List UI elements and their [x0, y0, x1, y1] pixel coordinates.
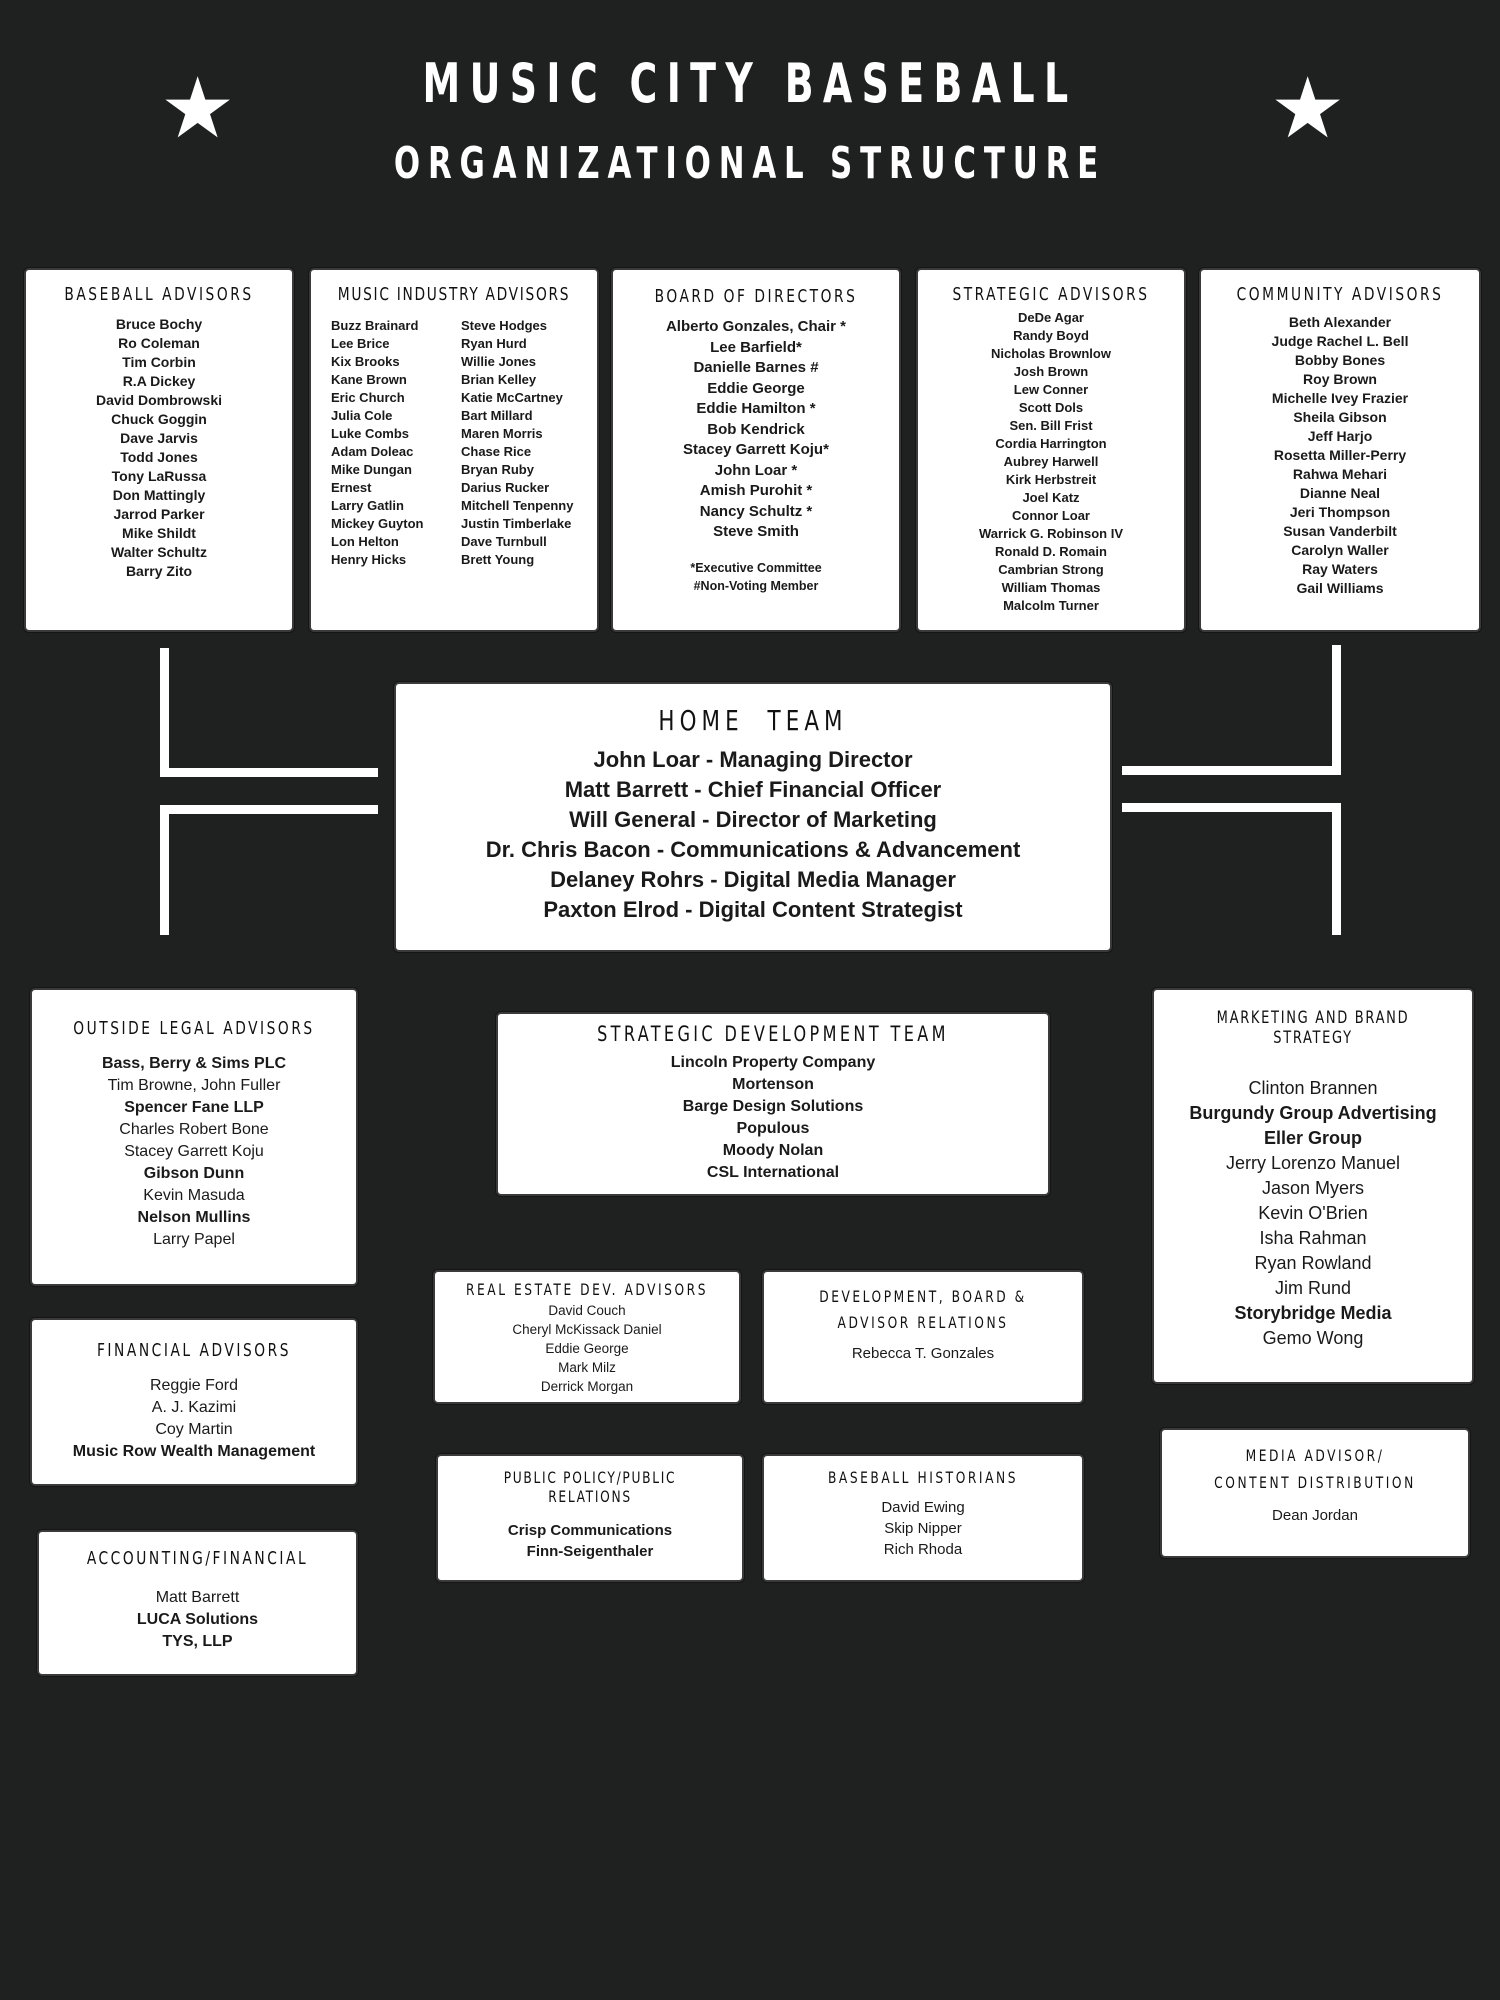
list-item: Luke Combs — [331, 426, 410, 441]
item-list — [764, 1344, 1082, 1364]
page-title: MUSIC CITY BASEBALL — [422, 52, 1078, 115]
list-item: Kevin Masuda — [143, 1187, 245, 1204]
member-list-col1 — [331, 317, 461, 569]
list-item: Eric Church — [331, 390, 405, 405]
list-item: Bryan Ruby — [461, 462, 534, 477]
list-item: Ryan Hurd — [461, 336, 527, 351]
list-item: Jim Rund — [1274, 1278, 1352, 1298]
list-item: Scott Dols — [1018, 400, 1084, 415]
list-item: Josh Brown — [1013, 364, 1089, 379]
media-advisor-box — [1160, 1428, 1470, 1558]
item-list — [1154, 1076, 1472, 1351]
list-item: Matt Barrett - Chief Financial Officer — [564, 777, 942, 802]
list-item: Lew Conner — [1013, 382, 1089, 397]
list-item: Storybridge Media — [1234, 1303, 1392, 1323]
list-item: Rahwa Mehari — [1292, 466, 1388, 482]
list-item: Alberto Gonzales, Chair * — [665, 318, 847, 335]
list-item: Nelson Mullins — [137, 1209, 251, 1226]
box-heading: ADVISOR RELATIONS — [837, 1313, 1009, 1332]
list-item: Isha Rahman — [1259, 1228, 1367, 1248]
list-item: John Loar * — [714, 461, 798, 479]
list-item: Bass, Berry & Sims PLC — [101, 1055, 287, 1072]
list-item: DeDe Agar — [1018, 310, 1084, 325]
list-item: Malcolm Turner — [1003, 598, 1099, 613]
list-item: Lee Barfield* — [710, 338, 802, 356]
list-item: Nicholas Brownlow — [991, 346, 1111, 361]
member-list — [1201, 313, 1479, 598]
list-item: David Ewing — [881, 1499, 965, 1516]
list-item: LUCA Solutions — [136, 1611, 259, 1628]
list-item: Tony LaRussa — [111, 468, 207, 484]
page-subtitle: ORGANIZATIONAL STRUCTURE — [393, 138, 1107, 189]
list-item: Barry Zito — [125, 563, 193, 579]
list-item: Barge Design Solutions — [682, 1098, 864, 1115]
list-item: Crisp Communications — [507, 1522, 673, 1539]
list-item: Randy Boyd — [1013, 328, 1089, 343]
list-item: Aubrey Harwell — [1003, 454, 1099, 469]
item-list — [498, 1052, 1048, 1184]
list-item: Justin Timberlake — [461, 516, 572, 531]
list-item: Stacey Garrett Koju* — [683, 441, 829, 458]
list-item: Chuck Goggin — [111, 411, 207, 427]
member-list — [918, 309, 1184, 615]
item-list — [764, 1497, 1082, 1560]
strategic-advisors-box — [916, 268, 1186, 632]
box-heading: BASEBALL ADVISORS — [64, 284, 254, 305]
list-item: Maren Morris — [461, 426, 543, 441]
box-heading: FINANCIAL ADVISORS — [96, 1340, 292, 1361]
list-item: David Couch — [548, 1303, 626, 1318]
item-list — [1162, 1506, 1468, 1526]
list-item: Rebecca T. Gonzales — [851, 1345, 995, 1362]
item-list — [438, 1520, 742, 1562]
box-heading: ACCOUNTING/FINANCIAL — [86, 1548, 309, 1569]
item-list — [39, 1587, 356, 1653]
list-item: Judge Rachel L. Bell — [1271, 333, 1409, 349]
list-item: Dr. Chris Bacon - Communications & Advancement — [485, 837, 1021, 862]
list-item: Mike Shildt — [122, 525, 196, 541]
box-heading: BOARD OF DIRECTORS — [654, 286, 858, 307]
list-item: Dianne Neal — [1299, 485, 1381, 501]
box-heading: CONTENT DISTRIBUTION — [1214, 1473, 1416, 1492]
box-heading: BASEBALL HISTORIANS — [827, 1468, 1019, 1487]
list-item: Gemo Wong — [1262, 1328, 1364, 1348]
list-item: Buzz Brainard — [331, 318, 419, 333]
baseball-advisors-box — [24, 268, 294, 632]
list-item: Populous — [736, 1120, 810, 1137]
marketing-brand-strategy-box — [1152, 988, 1474, 1384]
list-item: Derrick Morgan — [540, 1379, 634, 1394]
list-item: Ray Waters — [1302, 561, 1378, 577]
public-policy-relations-box — [436, 1454, 744, 1582]
list-item: Jeff Harjo — [1307, 428, 1373, 444]
list-item: Cheryl McKissack Daniel — [512, 1322, 662, 1337]
list-item: Beth Alexander — [1288, 314, 1392, 330]
list-item: Henry Hicks — [331, 552, 407, 567]
list-item: Coy Martin — [155, 1421, 233, 1438]
list-item: A. J. Kazimi — [151, 1399, 237, 1416]
list-item: Steve Hodges — [461, 318, 547, 333]
list-item: Finn-Seigenthaler — [526, 1543, 654, 1560]
list-item: Kix Brooks — [331, 354, 400, 369]
list-item: Cambrian Strong — [998, 562, 1104, 577]
list-item: Delaney Rohrs - Digital Media Manager — [550, 867, 956, 892]
list-item: Dave Turnbull — [461, 534, 547, 549]
box-heading: OUTSIDE LEGAL ADVISORS — [73, 1018, 315, 1039]
list-item: Cordia Harrington — [995, 436, 1107, 451]
list-item: Jerry Lorenzo Manuel — [1225, 1153, 1401, 1173]
list-item: Eddie George — [707, 379, 805, 397]
list-item: Steve Smith — [713, 523, 799, 540]
list-item: Mickey Guyton — [331, 516, 424, 531]
list-item: Lee Brice — [331, 336, 390, 351]
list-item: Carolyn Waller — [1291, 542, 1389, 558]
box-heading: DEVELOPMENT, BOARD & — [819, 1287, 1027, 1306]
list-item: Brett Young — [461, 552, 535, 567]
member-list-col2 — [461, 317, 573, 569]
list-item: Don Mattingly — [112, 487, 206, 503]
real-estate-dev-advisors-box — [433, 1270, 741, 1404]
connector-line — [160, 768, 378, 777]
list-item: Sen. Bill Frist — [1009, 418, 1093, 433]
list-item: Burgundy Group Advertising — [1189, 1103, 1437, 1123]
baseball-historians-box — [762, 1454, 1084, 1582]
list-item: Warrick G. Robinson IV — [979, 526, 1123, 541]
list-item: Eller Group — [1263, 1128, 1362, 1148]
list-item: Mike Dungan — [331, 462, 412, 477]
list-item: Kevin O'Brien — [1258, 1203, 1368, 1223]
list-item: Mitchell Tenpenny — [461, 498, 574, 513]
list-item: Moody Nolan — [722, 1142, 824, 1159]
list-item: Walter Schultz — [111, 544, 207, 560]
item-list — [32, 1053, 356, 1251]
item-list — [435, 1301, 739, 1396]
member-list — [396, 745, 1110, 925]
list-item: Eddie George — [545, 1341, 629, 1356]
footnote: #Non-Voting Member — [693, 578, 819, 593]
list-item: Katie McCartney — [461, 390, 563, 405]
list-item: John Loar - Managing Director — [593, 747, 913, 772]
list-item: Connor Loar — [1012, 508, 1090, 523]
connector-line — [160, 648, 169, 776]
box-heading: PUBLIC POLICY/PUBLIC RELATIONS — [503, 1468, 677, 1506]
box-heading: HOME TEAM — [658, 704, 848, 737]
list-item: Todd Jones — [120, 449, 198, 465]
list-item: TYS, LLP — [162, 1633, 233, 1650]
music-industry-advisors-box — [309, 268, 599, 632]
financial-advisors-box — [30, 1318, 358, 1486]
list-item: Larry Papel — [153, 1231, 235, 1248]
list-item: Brian Kelley — [461, 372, 537, 387]
list-item: Tim Corbin — [122, 354, 196, 370]
list-item: Dave Jarvis — [120, 430, 198, 446]
box-heading: MARKETING AND BRAND STRATEGY — [1216, 1008, 1410, 1048]
item-list — [32, 1375, 356, 1463]
list-item: R.A Dickey — [122, 373, 196, 389]
list-item: Jarrod Parker — [113, 506, 205, 522]
star-icon: ★ — [1270, 59, 1346, 157]
list-item: William Thomas — [1001, 580, 1101, 595]
footnote: *Executive Committee — [690, 560, 822, 575]
strategic-development-team-box — [496, 1012, 1050, 1196]
list-item: Stacey Garrett Koju — [124, 1143, 264, 1160]
community-advisors-box — [1199, 268, 1481, 632]
list-item: Ryan Rowland — [1254, 1253, 1372, 1273]
list-item: Lon Helton — [331, 534, 399, 549]
list-item: Ro Coleman — [118, 335, 200, 351]
connector-line — [1332, 645, 1341, 775]
list-item: Matt Barrett — [155, 1589, 240, 1606]
list-item: Danielle Barnes # — [693, 359, 819, 376]
list-item: Reggie Ford — [149, 1377, 239, 1394]
list-item: Gail Williams — [1296, 580, 1384, 596]
star-icon: ★ — [160, 59, 236, 157]
list-item: Darius Rucker — [461, 480, 550, 495]
list-item: Mortenson — [732, 1076, 814, 1093]
connector-line — [1332, 803, 1341, 935]
list-item: Adam Doleac — [331, 444, 414, 459]
list-item: Chase Rice — [461, 444, 532, 459]
list-item: Paxton Elrod - Digital Content Strategist — [543, 897, 963, 922]
list-item: Ernest — [331, 480, 372, 495]
list-item: Music Row Wealth Management — [72, 1443, 316, 1460]
list-item: Dean Jordan — [1272, 1507, 1358, 1524]
list-item: Michelle Ivey Frazier — [1271, 390, 1409, 406]
list-item: David Dombrowski — [95, 392, 223, 408]
list-item: Mark Milz — [558, 1360, 616, 1375]
connector-line — [1122, 803, 1341, 812]
list-item: Bruce Bochy — [115, 316, 203, 332]
list-item: Susan Vanderbilt — [1283, 523, 1397, 539]
list-item: Will General - Director of Marketing — [569, 807, 937, 832]
list-item: Bobby Bones — [1294, 352, 1386, 368]
list-item: CSL International — [706, 1164, 840, 1181]
list-item: Rosetta Miller-Perry — [1273, 447, 1407, 463]
list-item: Spencer Fane LLP — [124, 1099, 264, 1116]
box-heading: MEDIA ADVISOR/ — [1245, 1446, 1385, 1465]
list-item: Nancy Schultz * — [699, 502, 813, 520]
list-item: Kirk Herbstreit — [1005, 472, 1097, 487]
list-item: Charles Robert Bone — [119, 1121, 269, 1138]
list-item: Bart Millard — [461, 408, 533, 423]
list-item: Julia Cole — [331, 408, 393, 423]
box-heading: REAL ESTATE DEV. ADVISORS — [465, 1280, 709, 1299]
list-item: Bob Kendrick — [707, 420, 805, 438]
box-heading: MUSIC INDUSTRY ADVISORS — [337, 284, 571, 305]
home-team-box — [394, 682, 1112, 952]
board-of-directors-box — [611, 268, 901, 632]
list-item: Ronald D. Romain — [995, 544, 1107, 559]
list-item: Lincoln Property Company — [670, 1054, 876, 1071]
box-heading: STRATEGIC DEVELOPMENT TEAM — [597, 1022, 949, 1046]
box-heading: STRATEGIC ADVISORS — [952, 284, 1150, 305]
list-item: Larry Gatlin — [331, 498, 404, 513]
list-item: Sheila Gibson — [1293, 409, 1387, 425]
list-item: Amish Purohit * — [699, 482, 813, 499]
list-item: Roy Brown — [1303, 371, 1377, 387]
list-item: Jason Myers — [1261, 1178, 1365, 1198]
list-item: Clinton Brannen — [1248, 1078, 1378, 1098]
box-heading: COMMUNITY ADVISORS — [1236, 284, 1444, 305]
list-item: Eddie Hamilton * — [696, 400, 816, 417]
connector-line — [160, 805, 378, 814]
connector-line — [1122, 766, 1341, 775]
development-board-advisor-relations-box — [762, 1270, 1084, 1404]
accounting-financial-box — [37, 1530, 358, 1676]
list-item: Skip Nipper — [884, 1520, 962, 1537]
list-item: Jeri Thompson — [1289, 504, 1391, 520]
member-list — [613, 317, 899, 543]
list-item: Tim Browne, John Fuller — [107, 1077, 281, 1094]
list-item: Willie Jones — [461, 354, 537, 369]
connector-line — [160, 805, 169, 935]
list-item: Gibson Dunn — [143, 1165, 245, 1182]
outside-legal-advisors-box — [30, 988, 358, 1286]
list-item: Kane Brown — [331, 372, 407, 387]
member-list — [26, 315, 292, 581]
list-item: Rich Rhoda — [883, 1541, 963, 1558]
list-item: Joel Katz — [1022, 490, 1080, 505]
